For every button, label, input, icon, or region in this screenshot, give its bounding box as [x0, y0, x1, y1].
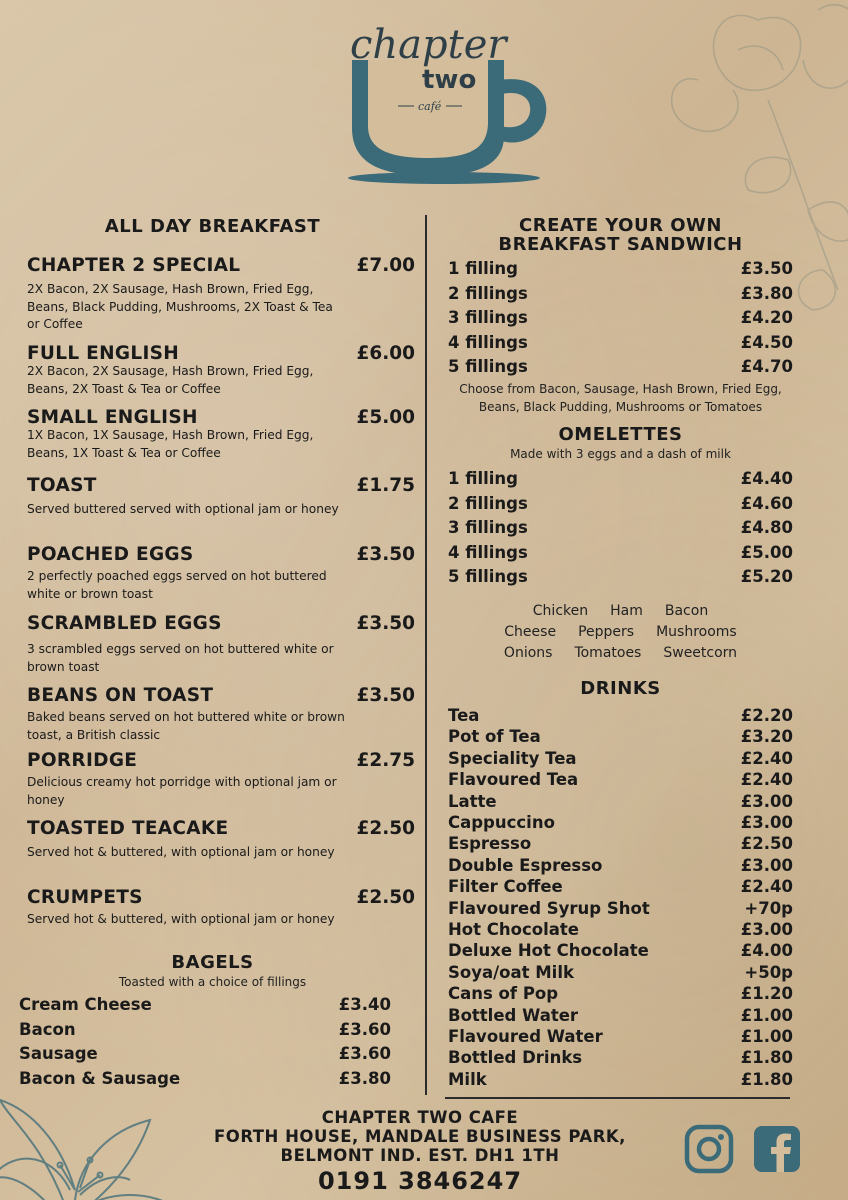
footer-address-line2: BELMONT IND. EST. DH1 1TH: [280, 1146, 560, 1165]
footer-divider: [445, 1097, 790, 1099]
drink-row: [448, 1070, 793, 1089]
drink-row: [448, 920, 793, 939]
bagels-title: BAGELS: [171, 952, 254, 973]
sandwich-name: 5 fillings: [448, 357, 528, 376]
footer-cafe-name: CHAPTER TWO CAFE: [321, 1108, 519, 1127]
bagel-name: Sausage: [19, 1044, 98, 1064]
sandwich-price: £4.50: [740, 332, 793, 352]
omelette-name: 1 filling: [448, 469, 518, 488]
drink-row: [448, 941, 793, 960]
filling-option: Onions: [503, 645, 553, 661]
filling-option: Chicken: [532, 603, 589, 619]
breakfast-item-description: Served buttered served with optional jam or honey: [27, 502, 339, 516]
footer-address-line1: FORTH HOUSE, MANDALE BUSINESS PARK,: [214, 1127, 626, 1146]
drink-name: Milk: [448, 1069, 487, 1089]
breakfast-item-name: POACHED EGGS: [27, 544, 194, 565]
decorative-flower-bottom-left: [0, 1080, 190, 1200]
breakfast-item-description: 2X Bacon, 2X Sausage, Hash Brown, Fried Egg, Beans, 2X Toast & Tea or Coffee: [27, 364, 314, 396]
drink-name: Speciality Tea: [448, 748, 577, 768]
omelette-name: 5 fillings: [448, 567, 528, 586]
drink-row: [448, 706, 793, 725]
sandwich-note-line2: Beans, Black Pudding, Mushrooms or Tomatoes: [478, 400, 763, 414]
fillings-line: [448, 645, 793, 666]
breakfast-item-name: TOAST: [27, 475, 97, 496]
breakfast-item-name: SMALL ENGLISH: [27, 407, 198, 428]
sandwich-row: [448, 333, 793, 352]
drink-price: £1.00: [740, 1005, 793, 1025]
filling-option: Ham: [610, 603, 643, 619]
filling-option: Tomatoes: [574, 645, 642, 661]
drink-name: Pot of Tea: [448, 727, 541, 747]
omelette-price: £5.20: [740, 567, 793, 586]
drink-price: £1.20: [740, 984, 793, 1004]
bagel-row: [19, 1044, 391, 1063]
drink-price: £3.00: [740, 791, 793, 811]
sandwich-name: 4 fillings: [448, 332, 528, 352]
drink-name: Hot Chocolate: [448, 920, 579, 939]
drink-name: Cappuccino: [448, 813, 555, 832]
breakfast-title: ALL DAY BREAKFAST: [104, 216, 321, 237]
omelettes-title: OMELETTES: [558, 424, 683, 445]
bagel-name: Bacon: [19, 1019, 76, 1039]
bagels-note: Toasted with a choice of fillings: [118, 975, 307, 989]
omelette-name: 4 fillings: [448, 542, 528, 562]
drink-row: [448, 856, 793, 875]
omelette-price: £4.40: [740, 469, 793, 488]
instagram-icon[interactable]: [684, 1124, 734, 1174]
sandwich-name: 2 fillings: [448, 283, 528, 303]
drink-row: [448, 877, 793, 896]
breakfast-item-price: £2.50: [356, 887, 415, 908]
omelette-name: 3 fillings: [448, 518, 528, 537]
omelette-row: [448, 469, 793, 488]
drink-price: £2.40: [740, 877, 793, 897]
drinks-title: DRINKS: [580, 678, 661, 699]
breakfast-item-name: CRUMPETS: [27, 887, 143, 908]
breakfast-item-name: BEANS ON TOAST: [27, 685, 214, 706]
drink-price: +70p: [744, 898, 793, 918]
fillings-line: [448, 624, 793, 645]
sandwich-name: 1 filling: [448, 259, 518, 278]
drink-row: [448, 792, 793, 811]
bagel-row: [19, 1069, 391, 1088]
drink-row: [448, 770, 793, 789]
filling-option: Bacon: [664, 603, 709, 619]
filling-option: Cheese: [504, 624, 557, 640]
drink-name: Filter Coffee: [448, 877, 563, 897]
footer-contact: [170, 1108, 670, 1195]
omelette-row: [448, 567, 793, 586]
drink-price: £3.00: [740, 920, 793, 939]
bagel-price: £3.80: [338, 1069, 391, 1089]
cafe-logo: [340, 18, 560, 190]
breakfast-item-price: £6.00: [356, 343, 415, 364]
omelette-name: 2 fillings: [448, 493, 528, 513]
bagel-price: £3.40: [338, 995, 391, 1014]
sandwich-note: [448, 380, 793, 416]
breakfast-item-description: 2X Bacon, 2X Sausage, Hash Brown, Fried Egg, Beans, Black Pudding, Mushrooms, 2X Toast & Tea or Coffee: [27, 282, 333, 331]
drink-price: £1.00: [740, 1027, 793, 1046]
sandwich-name: 3 fillings: [448, 308, 528, 327]
drink-name: Soya/oat Milk: [448, 962, 574, 982]
sandwich-row: [448, 308, 793, 327]
drink-price: £1.80: [740, 1069, 793, 1089]
drink-row: [448, 813, 793, 832]
drink-price: £1.80: [740, 1048, 793, 1068]
omelette-row: [448, 543, 793, 562]
drink-row: [448, 727, 793, 746]
drink-row: [448, 1006, 793, 1025]
breakfast-item-name: FULL ENGLISH: [27, 343, 180, 364]
logo-cafe-text: café: [418, 100, 442, 113]
facebook-icon[interactable]: [752, 1124, 802, 1174]
omelettes-note: Made with 3 eggs and a dash of milk: [510, 447, 731, 461]
breakfast-item-name: PORRIDGE: [27, 750, 138, 771]
drink-price: £2.50: [740, 834, 793, 854]
filling-option: Sweetcorn: [663, 645, 738, 661]
sandwich-price: £4.20: [740, 308, 793, 327]
breakfast-item-name: TOASTED TEACAKE: [27, 818, 229, 839]
drink-name: Espresso: [448, 834, 532, 854]
breakfast-item-name: SCRAMBLED EGGS: [27, 613, 222, 634]
footer-phone[interactable]: 0191 3846247: [317, 1167, 523, 1195]
bagel-name: Cream Cheese: [19, 995, 152, 1014]
drink-price: £3.00: [740, 855, 793, 875]
bagel-name: Bacon & Sausage: [19, 1069, 181, 1089]
breakfast-item-price: £5.00: [356, 407, 415, 428]
breakfast-item-price: £7.00: [356, 255, 415, 276]
drink-name: Double Espresso: [448, 855, 603, 875]
drink-row: [448, 1027, 793, 1046]
bagel-row: [19, 995, 391, 1014]
drink-name: Flavoured Water: [448, 1027, 603, 1046]
filling-option: Peppers: [578, 624, 635, 640]
breakfast-item-description: 1X Bacon, 1X Sausage, Hash Brown, Fried Egg, Beans, 1X Toast & Tea or Coffee: [27, 428, 314, 460]
breakfast-item-description: 3 scrambled eggs served on hot buttered white or brown toast: [27, 642, 334, 674]
omelette-row: [448, 518, 793, 537]
breakfast-item-description: Served hot & buttered, with optional jam or honey: [27, 845, 335, 859]
breakfast-item-description: Baked beans served on hot buttered white or brown toast, a British classic: [27, 710, 345, 742]
drink-row: [448, 1048, 793, 1067]
drink-name: Bottled Drinks: [448, 1048, 583, 1068]
sandwich-row: [448, 357, 793, 376]
drink-price: £3.20: [740, 727, 793, 747]
filling-option: Mushrooms: [656, 624, 737, 640]
sandwich-title-line2: BREAKFAST SANDWICH: [498, 234, 743, 255]
drink-name: Cans of Pop: [448, 984, 559, 1004]
bagel-price: £3.60: [338, 1019, 391, 1039]
drink-name: Tea: [448, 706, 480, 725]
breakfast-item-description: Delicious creamy hot porridge with optional jam or honey: [27, 775, 337, 807]
drink-price: £2.40: [740, 770, 793, 790]
column-divider: [425, 215, 427, 1095]
breakfast-item-price: £3.50: [356, 613, 415, 634]
bagel-price: £3.60: [338, 1044, 391, 1064]
sandwich-price: £4.70: [740, 357, 793, 376]
drink-name: Latte: [448, 791, 497, 811]
logo-two-text: two: [422, 65, 477, 95]
logo-chapter-text: chapter: [350, 22, 507, 68]
omelette-row: [448, 494, 793, 513]
breakfast-item-price: £3.50: [356, 685, 415, 706]
breakfast-item-price: £1.75: [356, 475, 415, 496]
drink-row: [448, 984, 793, 1003]
breakfast-item-price: £2.75: [356, 750, 415, 771]
drink-price: £3.00: [740, 813, 793, 832]
sandwich-row: [448, 259, 793, 278]
breakfast-item-price: £2.50: [356, 818, 415, 839]
drink-name: Deluxe Hot Chocolate: [448, 941, 649, 961]
sandwich-note-line1: Choose from Bacon, Sausage, Hash Brown, Fried Egg,: [459, 382, 782, 396]
sandwich-price: £3.50: [740, 259, 793, 278]
drink-price: +50p: [744, 962, 793, 982]
omelette-price: £4.60: [740, 493, 793, 513]
sandwich-title: [448, 216, 793, 254]
drink-row: [448, 749, 793, 768]
sandwich-price: £3.80: [740, 283, 793, 303]
drink-row: [448, 963, 793, 982]
breakfast-item-price: £3.50: [356, 544, 415, 565]
drink-name: Bottled Water: [448, 1005, 579, 1025]
breakfast-item-description: 2 perfectly poached eggs served on hot buttered white or brown toast: [27, 569, 327, 601]
drink-row: [448, 834, 793, 853]
fillings-line: [448, 603, 793, 624]
drink-name: Flavoured Syrup Shot: [448, 898, 650, 918]
drink-price: £2.20: [740, 706, 793, 725]
breakfast-item-description: Served hot & buttered, with optional jam or honey: [27, 912, 335, 926]
drink-price: £2.40: [740, 748, 793, 768]
drink-name: Flavoured Tea: [448, 770, 579, 790]
sandwich-row: [448, 284, 793, 303]
drink-row: [448, 899, 793, 918]
omelette-price: £5.00: [740, 542, 793, 562]
bagel-row: [19, 1020, 391, 1039]
omelette-fillings-grid: [448, 603, 793, 666]
omelette-price: £4.80: [740, 518, 793, 537]
drink-price: £4.00: [740, 941, 793, 961]
breakfast-item-name: CHAPTER 2 SPECIAL: [27, 255, 241, 276]
sandwich-title-line1: CREATE YOUR OWN: [519, 215, 722, 236]
